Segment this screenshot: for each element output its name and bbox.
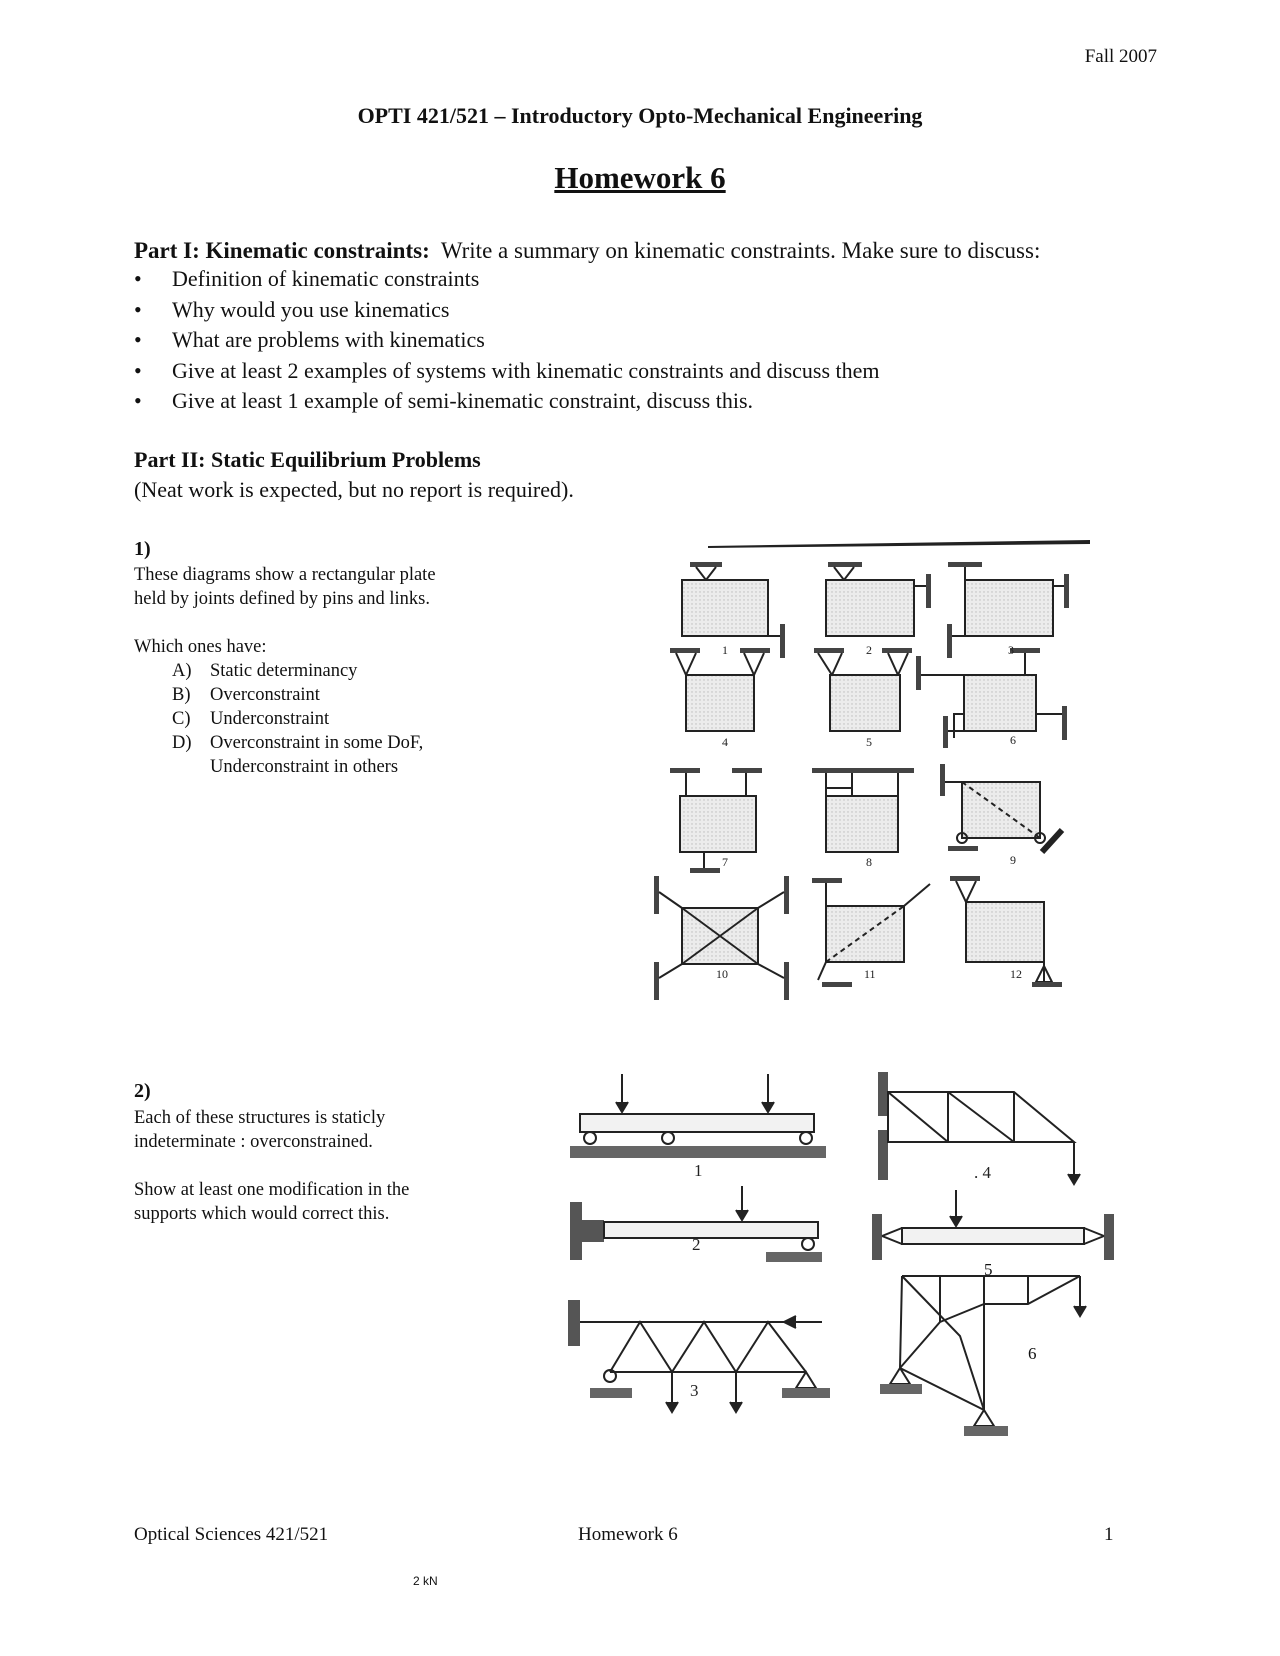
course-title: OPTI 421/521 – Introductory Opto-Mechanical Engineering bbox=[357, 103, 923, 128]
diagram-7 bbox=[670, 768, 762, 873]
bullet-icon: • bbox=[134, 296, 142, 322]
problem1-number: 1) bbox=[134, 538, 151, 560]
diagram-label-6: 6 bbox=[1010, 733, 1016, 747]
diagram-label-12: 12 bbox=[1010, 967, 1022, 981]
diagram-2 bbox=[826, 562, 931, 636]
problem2-description bbox=[134, 1106, 385, 1154]
bullet-icon: • bbox=[134, 388, 142, 413]
diagram-6 bbox=[916, 648, 1067, 748]
footer-left: Optical Sciences 421/521 bbox=[134, 1524, 329, 1545]
diagram-5 bbox=[814, 648, 912, 731]
diagram-label-1: 1 bbox=[722, 643, 728, 657]
diagram-12 bbox=[950, 876, 1062, 987]
bullet-text: Definition of kinematic constraints bbox=[172, 266, 480, 291]
structure-5 bbox=[872, 1190, 1114, 1260]
part2-heading: Part II: Static Equilibrium Problems bbox=[134, 447, 481, 472]
problem1-text-line: These diagrams show a rectangular plate bbox=[134, 565, 436, 585]
option-text: Underconstraint in others bbox=[210, 757, 399, 777]
diagram-9 bbox=[940, 764, 1062, 852]
diagram-1 bbox=[682, 562, 785, 658]
list-item bbox=[134, 356, 880, 387]
bullet-text: What are problems with kinematics bbox=[172, 327, 485, 352]
diagram-label-9: 9 bbox=[1010, 853, 1016, 867]
option-key: A) bbox=[172, 661, 192, 681]
diagram-label-5: 5 bbox=[866, 735, 872, 749]
homework-title: Homework 6 bbox=[554, 160, 726, 195]
structure-3 bbox=[568, 1300, 830, 1412]
part1-heading: Part I: Kinematic constraints: bbox=[134, 238, 430, 263]
structure-label-6-text: 6 bbox=[1028, 1344, 1037, 1363]
structure-1 bbox=[570, 1074, 826, 1158]
semester-label: Fall 2007 bbox=[1084, 46, 1157, 67]
problem2-text-line: Each of these structures is staticly bbox=[134, 1108, 386, 1128]
plate-constraint-figure bbox=[630, 530, 1150, 1050]
structure-6 bbox=[880, 1276, 1086, 1436]
problem2-number: 2) bbox=[134, 1080, 151, 1102]
bullet-icon: • bbox=[134, 327, 142, 352]
part2-subheading: (Neat work is expected, but no report is required). bbox=[134, 477, 574, 502]
structure-label-5-text: 5 bbox=[984, 1260, 993, 1279]
problem2-text-line: supports which would correct this. bbox=[134, 1204, 390, 1224]
diagram-8 bbox=[812, 768, 914, 852]
part1-intro-line bbox=[134, 238, 1040, 264]
part1-bullet-list bbox=[134, 264, 880, 417]
bullet-text: Why would you use kinematics bbox=[172, 296, 450, 322]
option-text: Underconstraint bbox=[210, 709, 330, 729]
bullet-icon: • bbox=[134, 357, 142, 383]
option-key: D) bbox=[172, 733, 192, 753]
diagram-label-8: 8 bbox=[866, 855, 872, 869]
footer-center: Homework 6 bbox=[578, 1524, 678, 1545]
diagram-label-2: 2 bbox=[866, 643, 872, 657]
top-rule bbox=[708, 540, 1090, 548]
structure-label-2: 2 bbox=[692, 1235, 701, 1254]
option-text: Overconstraint in some DoF, bbox=[210, 733, 424, 753]
option-key: B) bbox=[172, 685, 191, 705]
bullet-text: Give at least 2 examples of systems with kinematic constraints and discuss them bbox=[172, 357, 880, 383]
list-item bbox=[134, 264, 880, 295]
option-text: Overconstraint bbox=[210, 685, 320, 705]
list-item bbox=[134, 325, 880, 356]
option-c bbox=[172, 707, 423, 731]
problem1-options bbox=[172, 659, 423, 779]
structure-label-3: 3 bbox=[690, 1381, 699, 1400]
diagram-label-10: 10 bbox=[716, 967, 728, 981]
structure-label-1: 1 bbox=[694, 1161, 703, 1180]
option-a bbox=[172, 659, 423, 683]
diagram-label-7: 7 bbox=[722, 855, 728, 869]
problem1-description bbox=[134, 563, 436, 611]
diagram-10 bbox=[654, 876, 789, 1000]
bullet-icon: • bbox=[134, 266, 142, 291]
footer-page-number: 1 bbox=[1104, 1524, 1114, 1545]
structure-label-4: . 4 bbox=[974, 1163, 991, 1182]
problem2-text-line: indeterminate : overconstrained. bbox=[134, 1132, 373, 1152]
diagram-label-4: 4 bbox=[722, 735, 728, 749]
bullet-text: Give at least 1 example of semi-kinematic constraint, discuss this. bbox=[172, 388, 754, 413]
option-b bbox=[172, 683, 423, 707]
list-item bbox=[134, 386, 880, 417]
problem2-instruction bbox=[134, 1178, 409, 1226]
option-d bbox=[172, 731, 423, 779]
diagram-label-3: 3 bbox=[1008, 643, 1014, 657]
list-item bbox=[134, 295, 880, 326]
diagram-label-11: 11 bbox=[864, 967, 876, 981]
part1-intro: Write a summary on kinematic constraints. Make sure to discuss: bbox=[440, 238, 1041, 263]
option-key: C) bbox=[172, 709, 191, 729]
problem1-text-line: held by joints defined by pins and links. bbox=[134, 589, 430, 609]
indeterminate-structures-figure bbox=[560, 1070, 1160, 1460]
stray-text: 2 kN bbox=[413, 1574, 438, 1588]
problem1-question: Which ones have: bbox=[134, 637, 267, 657]
problem2-text-line: Show at least one modification in the bbox=[134, 1180, 410, 1200]
option-text: Static determinancy bbox=[210, 661, 358, 681]
diagram-4 bbox=[670, 648, 770, 731]
